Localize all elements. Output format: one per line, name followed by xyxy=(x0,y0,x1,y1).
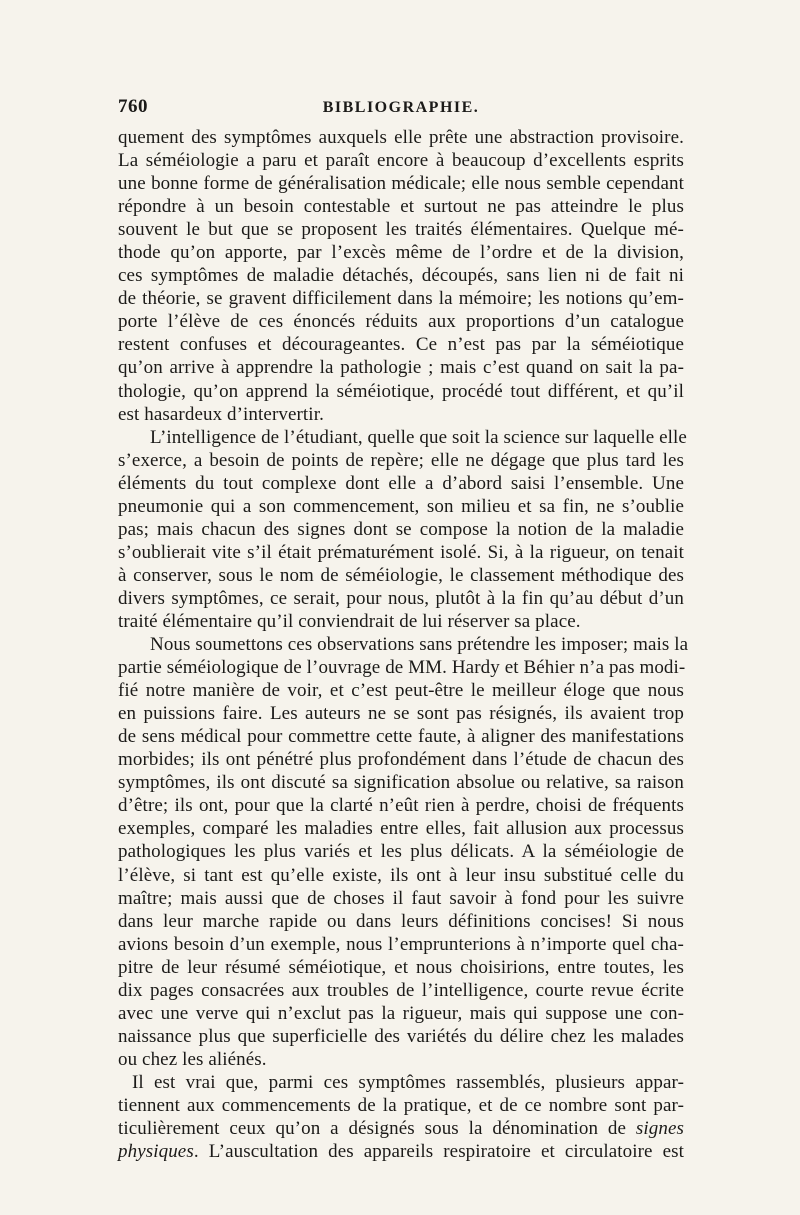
text-line: fié notre manière de voir, et c’est peut-être le meilleur éloge que nous xyxy=(118,680,684,702)
page-header xyxy=(118,96,684,126)
text-line: dans leur marche rapide ou dans leurs définitions concises! Si nous xyxy=(118,910,684,932)
text-line: une bonne forme de généralisation médicale; elle nous semble cependant xyxy=(118,173,684,195)
text-line: est hasardeux d’intervertir. xyxy=(118,403,324,425)
italic-word: signes xyxy=(635,1118,684,1140)
text-line: avions besoin d’un exemple, nous l’emprunterions à n’importe quel cha- xyxy=(118,933,684,955)
text-line: exemples, comparé les maladies entre elles, fait allusion aux processus xyxy=(118,818,684,840)
italic-word: physiques xyxy=(118,1141,194,1163)
text-line: ces symptômes de maladie détachés, découpés, sans lien ni de fait ni xyxy=(118,265,684,287)
text-line: avec une verve qui n’exclut pas la rigueur, mais qui suppose une con- xyxy=(118,1002,684,1024)
paragraph-start-line: L’intelligence de l’étudiant, quelle que soit la science sur laquelle elle xyxy=(150,426,687,448)
text-line: l’élève, si tant est qu’elle existe, ils ont à leur insu substitué celle du xyxy=(118,864,684,886)
text-line: divers symptômes, ce serait, pour nous, plutôt à la fin qu’au début d’un xyxy=(118,587,684,609)
text-line: thode qu’on apporte, par l’excès même de l’ordre et de la division, xyxy=(118,242,684,264)
text-line: quement des symptômes auxquels elle prête une abstraction provisoire. xyxy=(118,127,684,148)
text-line: de théorie, se gravent difficilement dans la mémoire; les notions qu’em- xyxy=(118,288,684,310)
text-line: morbides; ils ont pénétré plus profondément dans l’étude de chacun des xyxy=(118,749,684,771)
text-line-with-italic xyxy=(118,1140,684,1163)
text-segment: . L’auscultation des appareils respiratoire et circulatoire est xyxy=(193,1141,684,1163)
body-text xyxy=(118,126,689,1163)
text-line: restent confuses et décourageantes. Ce n’est pas par la séméiotique xyxy=(118,334,684,356)
paragraph-start-line: Nous soumettons ces observations sans prétendre les imposer; mais la xyxy=(150,634,689,656)
text-line: à conserver, sous le nom de séméiologie, le classement méthodique des xyxy=(118,564,684,586)
text-line: qu’on arrive à apprendre la pathologie ; mais c’est quand on sait la pa- xyxy=(118,357,684,379)
text-segment: ticulièrement ceux qu’on a désignés sous la dénomination de xyxy=(118,1118,636,1140)
text-line: d’être; ils ont, pour que la clarté n’eût rien à perdre, choisi de fréquents xyxy=(118,795,684,817)
text-line: s’exerce, a besoin de points de repère; elle ne dégage que plus tard les xyxy=(118,449,684,471)
text-line: traité élémentaire qu’il conviendrait de lui réserver sa place. xyxy=(118,610,581,632)
text-line: répondre à un besoin contestable et surtout ne pas atteindre le plus xyxy=(118,196,684,218)
text-line: pas; mais chacun des signes dont se compose la notion de la maladie xyxy=(118,518,684,540)
text-line: en puissions faire. Les auteurs ne se sont pas résignés, ils avaient trop xyxy=(118,703,684,725)
text-line: de sens médical pour commettre cette faute, à aligner des manifestations xyxy=(118,726,684,748)
text-line: s’oublierait vite s’il était prématurément isolé. Si, à la rigueur, on tenait xyxy=(118,541,684,563)
page-number: 760 xyxy=(118,96,148,117)
text-line: symptômes, ils ont discuté sa signification absolue ou relative, sa raison xyxy=(118,772,684,794)
running-title: BIBLIOGRAPHIE. xyxy=(322,99,480,116)
text-line: éléments du tout complexe dont elle a d’abord saisi l’ensemble. Une xyxy=(118,472,684,494)
text-line: La séméiologie a paru et paraît encore à beaucoup d’excellents esprits xyxy=(118,150,684,172)
text-line: pneumonie qui a son commencement, son milieu et sa fin, ne s’oublie xyxy=(118,495,684,517)
text-line: pitre de leur résumé séméiotique, et nous choisirions, entre toutes, les xyxy=(118,956,684,978)
text-line: tiennent aux commencements de la pratique, et de ce nombre sont par- xyxy=(118,1094,684,1116)
text-line: partie séméiologique de l’ouvrage de MM. Hardy et Béhier n’a pas modi- xyxy=(118,657,686,679)
text-line: maître; mais aussi que de choses il faut savoir à fond pour les suivre xyxy=(118,887,684,909)
paragraph-start-line: Il est vrai que, parmi ces symptômes rassemblés, plusieurs appar- xyxy=(132,1071,684,1093)
text-line: souvent le but que se proposent les traités élémentaires. Quelque mé- xyxy=(118,219,684,241)
text-line: pathologiques les plus variés et les plus délicats. A la séméiologie de xyxy=(118,841,684,863)
text-line-with-italic xyxy=(118,1117,684,1140)
text-line: porte l’élève de ces énoncés réduits aux proportions d’un catalogue xyxy=(118,311,684,333)
text-line: dix pages consacrées aux troubles de l’intelligence, courte revue écrite xyxy=(118,979,684,1001)
text-line: thologie, qu’on apprend la séméiotique, procédé tout différent, et qu’il xyxy=(118,380,684,402)
text-line: ou chez les aliénés. xyxy=(118,1048,267,1070)
text-line: naissance plus que superficielle des variétés du délire chez les malades xyxy=(118,1025,684,1047)
